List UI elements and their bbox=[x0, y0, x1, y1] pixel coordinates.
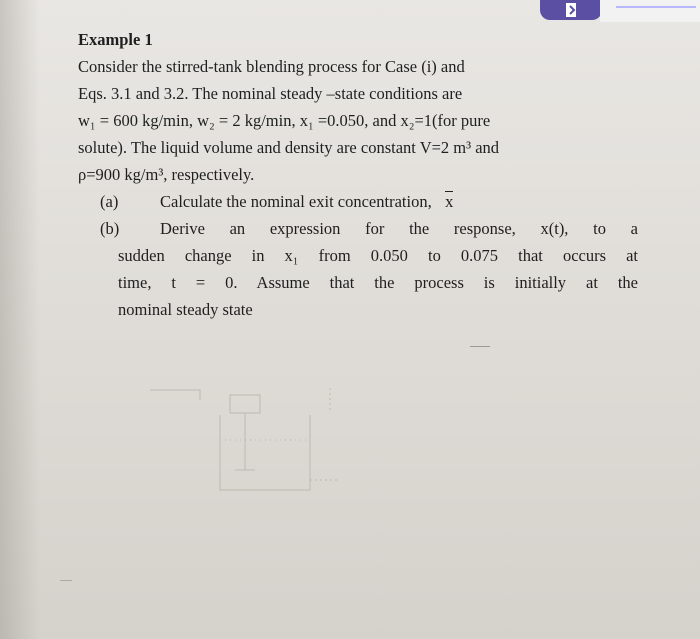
part-b-label: (b) bbox=[100, 219, 120, 238]
part-a-label: (a) bbox=[100, 192, 119, 211]
example-title: Example 1 bbox=[78, 30, 153, 49]
problem-line-2: Eqs. 3.1 and 3.2. The nominal steady –state conditions are bbox=[78, 84, 463, 103]
problem-line-3: w₁ = 600 kg/min, w₂ = 2 kg/min, x₁ =0.050, and x₂=1(for pure bbox=[78, 111, 491, 130]
part-b-text-2: sudden change in x₁ from 0.050 to 0.075 that occurs at bbox=[118, 246, 638, 265]
part-b-text-1: Derive an expression for the response, x(t), to a bbox=[160, 219, 638, 238]
problem-line-5: ρ=900 kg/m³, respectively. bbox=[78, 165, 255, 184]
problem-line-4: solute). The liquid volume and density are constant V=2 m³ and bbox=[78, 138, 500, 157]
corner-banner bbox=[600, 0, 700, 22]
part-a-text-wrap bbox=[160, 188, 638, 215]
banner-bar bbox=[616, 6, 696, 8]
problem-line-1: Consider the stirred-tank blending process for Case (i) and bbox=[78, 57, 465, 76]
app-logo-icon bbox=[558, 0, 584, 20]
part-a-text: Calculate the nominal exit concentration, bbox=[160, 192, 432, 211]
x-bar-symbol: x bbox=[444, 188, 454, 215]
motor-box bbox=[230, 395, 260, 413]
app-badge[interactable] bbox=[540, 0, 602, 20]
problem-text bbox=[78, 26, 638, 323]
tank-outline bbox=[220, 415, 310, 490]
part-b bbox=[100, 215, 638, 242]
part-b-text-4: nominal steady state bbox=[118, 300, 253, 319]
inlet-pipe-1 bbox=[150, 390, 200, 400]
stray-mark-2 bbox=[60, 580, 72, 581]
page-shadow bbox=[0, 0, 40, 639]
part-a bbox=[100, 188, 638, 215]
part-b-text-3: time, t = 0. Assume that the process is initially at the bbox=[118, 273, 638, 292]
faint-tank-diagram bbox=[140, 380, 360, 520]
stray-mark bbox=[470, 346, 490, 347]
